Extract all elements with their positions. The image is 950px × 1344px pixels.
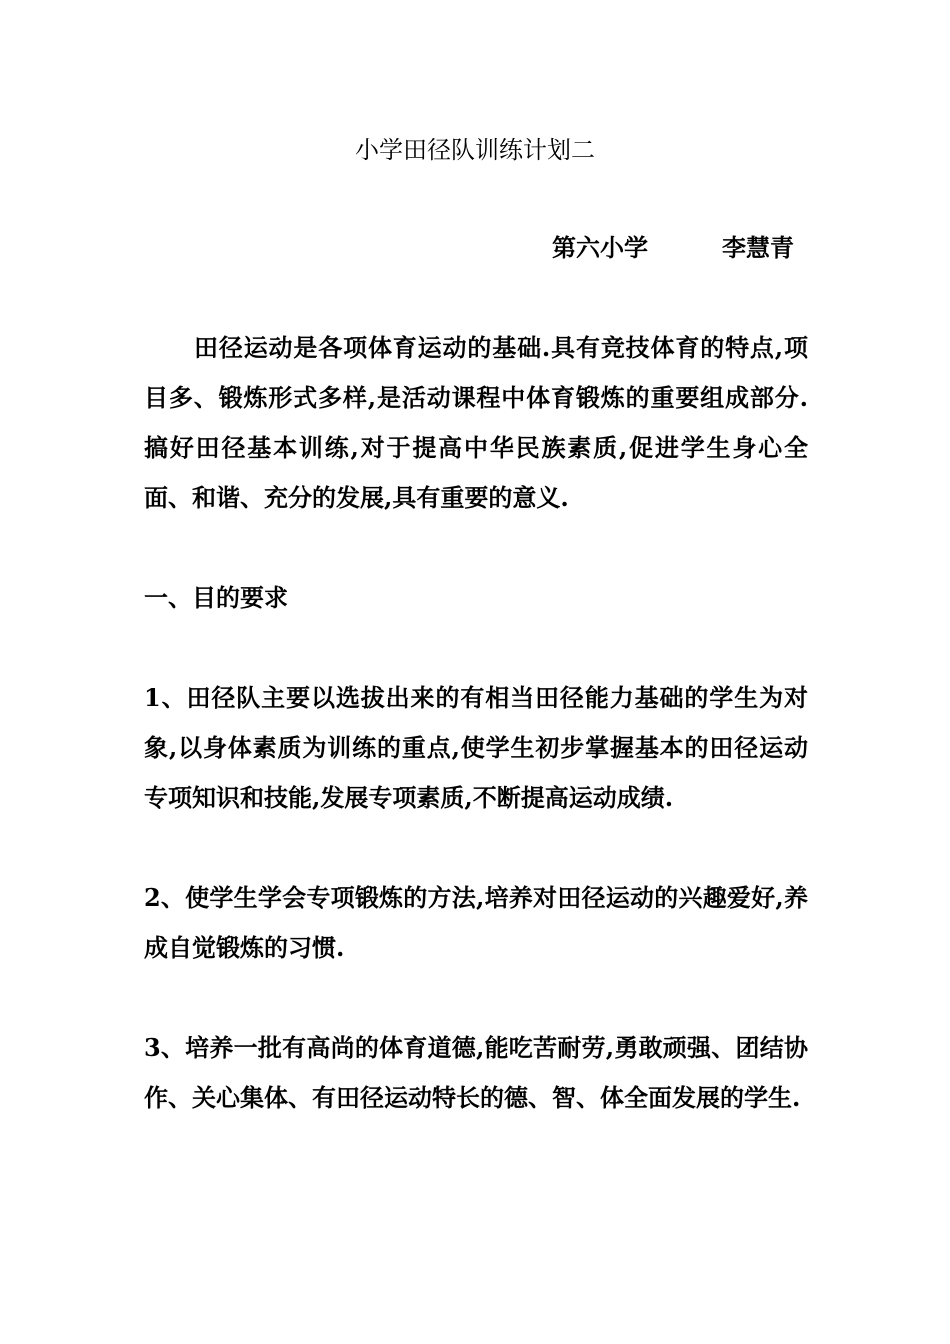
byline-author: 李慧青: [722, 233, 794, 262]
byline-school: 第六小学: [552, 233, 648, 262]
list-item: 3、培养一批有高尚的体育道德,能吃苦耐劳,勇敢顽强、团结协作、关心集体、有田径运动特长的德、智、体全面发展的学生.: [144, 1033, 808, 1112]
list-item: 2、使学生学会专项锻炼的方法,培养对田径运动的兴趣爱好,养成自觉锻炼的习惯.: [144, 883, 808, 962]
byline: [552, 230, 794, 266]
list-item: 1、田径队主要以选拔出来的有相当田径能力基础的学生为对象,以身体素质为训练的重点,使学生初步掌握基本的田径运动专项知识和技能,发展专项素质,不断提高运动成绩.: [144, 683, 808, 812]
intro-paragraph: 田径运动是各项体育运动的基础.具有竞技体育的特点,项目多、锻炼形式多样,是活动课程中体育锻炼的重要组成部分.搞好田径基本训练,对于提高中华民族素质,促进学生身心全面、和谐、充分的发展,具有重要的意义.: [144, 333, 808, 512]
section-heading: 一、目的要求: [144, 583, 288, 612]
document-title: 小学田径队训练计划二: [355, 136, 595, 164]
